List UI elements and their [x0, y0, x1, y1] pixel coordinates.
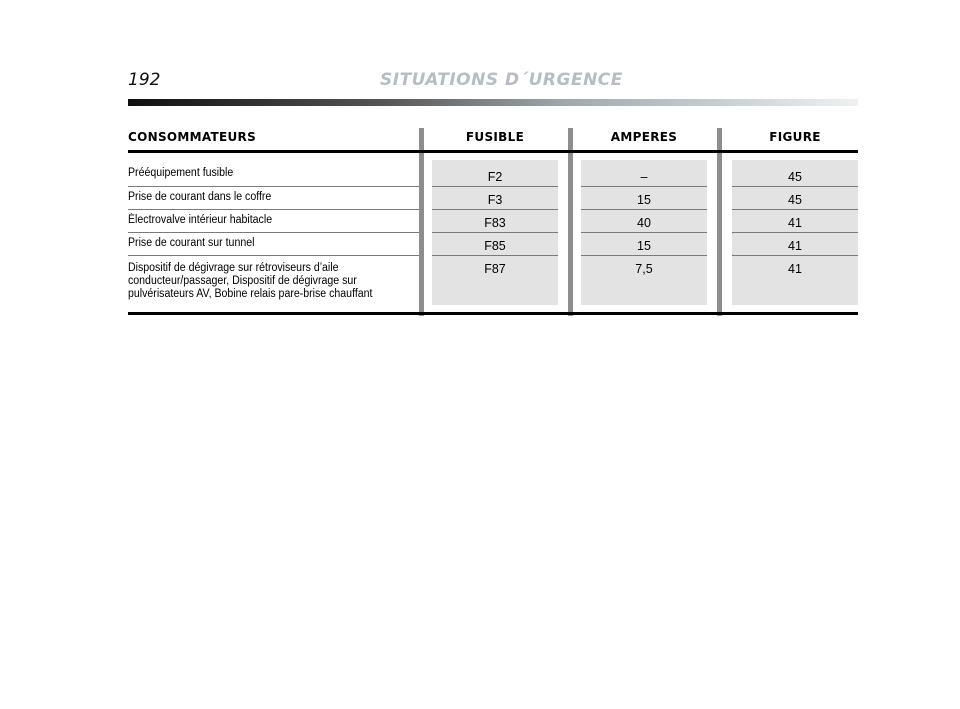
consumer-cell: Prééquipement fusible [128, 167, 234, 179]
row-separator [581, 186, 707, 187]
figure-cell: 41 [788, 262, 802, 276]
row-separator [432, 186, 558, 187]
column-header-fuse: FUSIBLE [465, 130, 525, 144]
row-separator [581, 209, 707, 210]
row-separator [581, 232, 707, 233]
footer-rule [128, 312, 858, 315]
header-gradient-bar [128, 99, 858, 106]
fuse-cell: F2 [487, 170, 503, 184]
column-header-amperes: AMPERES [610, 130, 678, 144]
amperes-cell: 40 [637, 216, 651, 230]
row-separator [128, 232, 419, 233]
row-separator [432, 232, 558, 233]
amperes-cell: 15 [637, 239, 651, 253]
fuse-cell: F85 [484, 239, 506, 253]
row-separator [432, 255, 558, 256]
column-header-figure: FIGURE [769, 130, 821, 144]
fuse-cell: F87 [484, 262, 506, 276]
consumer-cell: Électrovalve intérieur habitacle [128, 214, 273, 226]
column-header-consumers: CONSOMMATEURS [128, 130, 257, 144]
row-separator [432, 209, 558, 210]
row-separator [581, 255, 707, 256]
figure-cell: 41 [788, 216, 802, 230]
row-separator [732, 209, 858, 210]
header-rule [128, 150, 858, 153]
amperes-cell: 7,5 [635, 262, 653, 276]
column-separator [717, 128, 722, 316]
consumer-cell: Prise de courant dans le coffre [128, 191, 272, 203]
row-separator [128, 209, 419, 210]
figure-cell: 45 [788, 170, 802, 184]
amperes-cell: 15 [637, 193, 651, 207]
section-title: SITUATIONS D´URGENCE [380, 70, 623, 90]
row-separator [128, 186, 419, 187]
row-separator [732, 186, 858, 187]
figure-cell: 45 [788, 193, 802, 207]
row-separator [732, 255, 858, 256]
page-number: 192 [128, 70, 161, 90]
fuse-cell: F3 [487, 193, 503, 207]
row-separator [128, 255, 419, 256]
consumer-cell: Prise de courant sur tunnel [128, 237, 255, 249]
column-separator [568, 128, 573, 316]
column-separator [419, 128, 424, 316]
figure-cell: 41 [788, 239, 802, 253]
row-separator [732, 232, 858, 233]
amperes-cell: – [640, 170, 648, 184]
fuse-cell: F83 [484, 216, 506, 230]
consumer-cell: Dispositif de dégivrage sur rétroviseurs d’aile conducteur/passager, Dispositif de dégivrage sur pulvérisateurs AV, Bobine relais pare-brise chauffant [128, 262, 373, 300]
